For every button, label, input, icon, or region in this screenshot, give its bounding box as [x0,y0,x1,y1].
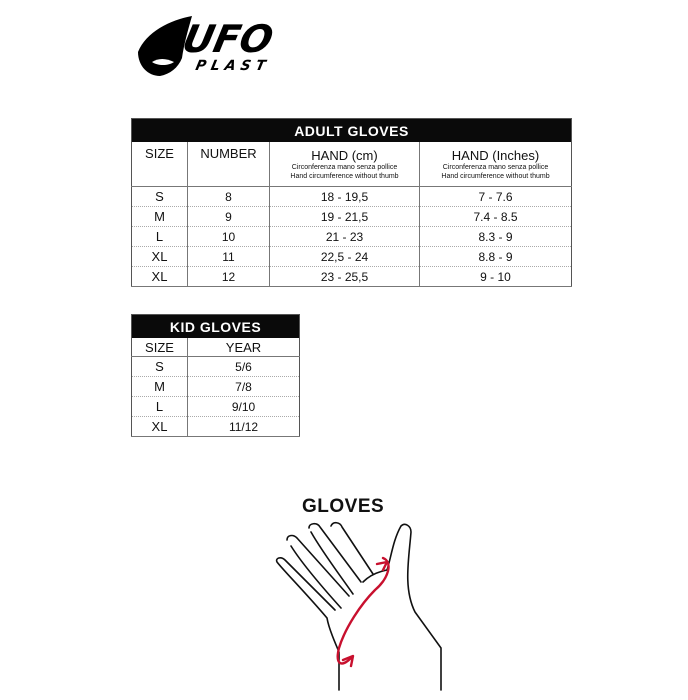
col-year: YEAR [188,338,300,357]
cell-size: XL [132,417,188,437]
cell-size: L [132,227,188,247]
cell-year: 7/8 [188,377,300,397]
cell-year: 9/10 [188,397,300,417]
adult-gloves-table [131,118,572,287]
col-size: SIZE [132,142,188,187]
gloves-illustration-title: GLOVES [302,496,385,517]
table-row [132,207,572,227]
col-hand-in-en: Hand circumference without thumb [441,172,550,180]
hand-measurement-illustration [265,518,465,693]
hand-outline [277,523,441,690]
cell-size: S [132,187,188,207]
cell-size: M [132,207,188,227]
col-hand-cm-en: Hand circumference without thumb [290,172,399,180]
cell-hand-cm: 18 - 19,5 [270,187,420,207]
table-row [132,397,300,417]
col-hand-cm-label: HAND (cm) [311,147,378,163]
table-row [132,267,572,287]
cell-number: 10 [188,227,270,247]
table-row [132,357,300,377]
col-hand-in-it: Circonferenza mano senza pollice [442,163,549,171]
col-size: SIZE [132,338,188,357]
cell-year: 11/12 [188,417,300,437]
logo-brand: UFO [178,17,278,62]
cell-size: M [132,377,188,397]
measurement-arrow [338,558,389,663]
cell-hand-in: 9 - 10 [420,267,572,287]
col-hand-cm [270,142,420,187]
ufo-plast-logo [130,8,305,83]
cell-hand-cm: 22,5 - 24 [270,247,420,267]
cell-hand-in: 7.4 - 8.5 [420,207,572,227]
cell-number: 9 [188,207,270,227]
cell-year: 5/6 [188,357,300,377]
adult-gloves-title: ADULT GLOVES [132,119,572,143]
cell-size: L [132,397,188,417]
table-row [132,247,572,267]
cell-hand-in: 7 - 7.6 [420,187,572,207]
cell-size: XL [132,267,188,287]
cell-size: S [132,357,188,377]
cell-number: 11 [188,247,270,267]
kid-gloves-table [131,314,300,437]
col-number: NUMBER [188,142,270,187]
table-row [132,377,300,397]
arrow-head-top-icon [377,562,387,570]
cell-hand-cm: 23 - 25,5 [270,267,420,287]
col-hand-in [420,142,572,187]
table-row [132,227,572,247]
table-row [132,187,572,207]
col-hand-cm-it: Circonferenza mano senza pollice [291,163,398,171]
cell-size: XL [132,247,188,267]
cell-number: 8 [188,187,270,207]
cell-hand-in: 8.3 - 9 [420,227,572,247]
table-row [132,417,300,437]
cell-hand-cm: 19 - 21,5 [270,207,420,227]
cell-hand-in: 8.8 - 9 [420,247,572,267]
logo-sub: PLAST [193,58,272,74]
col-hand-in-label: HAND (Inches) [451,147,540,163]
cell-hand-cm: 21 - 23 [270,227,420,247]
kid-gloves-title: KID GLOVES [132,315,300,339]
cell-number: 12 [188,267,270,287]
